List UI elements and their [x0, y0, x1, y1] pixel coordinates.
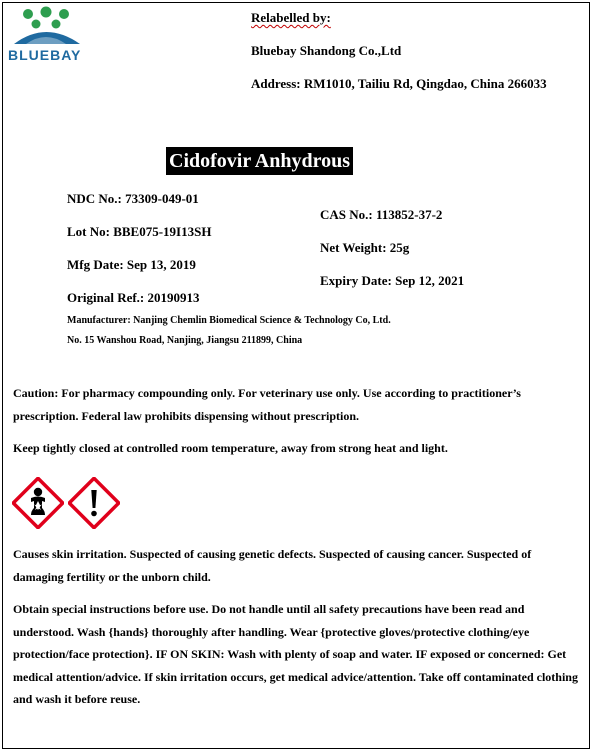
precautionary-statements: Obtain special instructions before use. Do not handle until all safety precautions have been read and understood. Wash {hands} thoroughly after handling. Wear {protective gloves/protective clothing/eye protection/face protection}. IF ON SKIN: Wash with plenty of soap and water. IF exposed or concerned: Get medical attention/advice. If skin irritation occurs, get medical advice/attention. Take off contaminated clothing and wash it before reuse.: [13, 602, 578, 707]
storage-statement: Keep tightly closed at controlled room temperature, away from strong heat and light.: [13, 441, 448, 455]
cas-number: CAS No.: 113852-37-2: [320, 207, 443, 222]
relabelled-label: Relabelled by:: [251, 10, 331, 25]
bluebay-logo-icon: [8, 6, 88, 48]
hazard-statements: Causes skin irritation. Suspected of causing genetic defects. Suspected of causing cancer. Suspected of damaging fertility or the unborn child.: [13, 547, 532, 584]
original-ref: Original Ref.: 20190913: [67, 290, 200, 305]
company-name: Bluebay Shandong Co.,Ltd: [251, 43, 402, 58]
company-address: Address: RM1010, Tailiu Rd, Qingdao, China 266033: [251, 76, 547, 91]
ghs-pictograms: [12, 477, 122, 529]
caution-statement: Caution: For pharmacy compounding only. For veterinary use only. Use according to practitioner’s prescription. Federal law prohibits dispensing without prescription.: [13, 386, 521, 423]
manufacturer-address: No. 15 Wanshou Road, Nanjing, Jiangsu 211899, China: [67, 335, 303, 346]
health-hazard-icon: [12, 477, 64, 529]
manufacturer-name: Manufacturer: Nanjing Chemlin Biomedical Science & Technology Co, Ltd.: [67, 315, 391, 326]
product-title: Cidofovir Anhydrous: [166, 147, 353, 175]
mfg-date: Mfg Date: Sep 13, 2019: [67, 257, 196, 272]
net-weight: Net Weight: 25g: [320, 240, 410, 255]
expiry-date: Expiry Date: Sep 12, 2021: [320, 273, 465, 288]
ndc-number: NDC No.: 73309-049-01: [67, 191, 199, 206]
brand-name: BLUEBAY: [8, 47, 82, 63]
exclamation-mark-icon: [68, 477, 120, 529]
lot-number: Lot No: BBE075-19I13SH: [67, 224, 212, 239]
